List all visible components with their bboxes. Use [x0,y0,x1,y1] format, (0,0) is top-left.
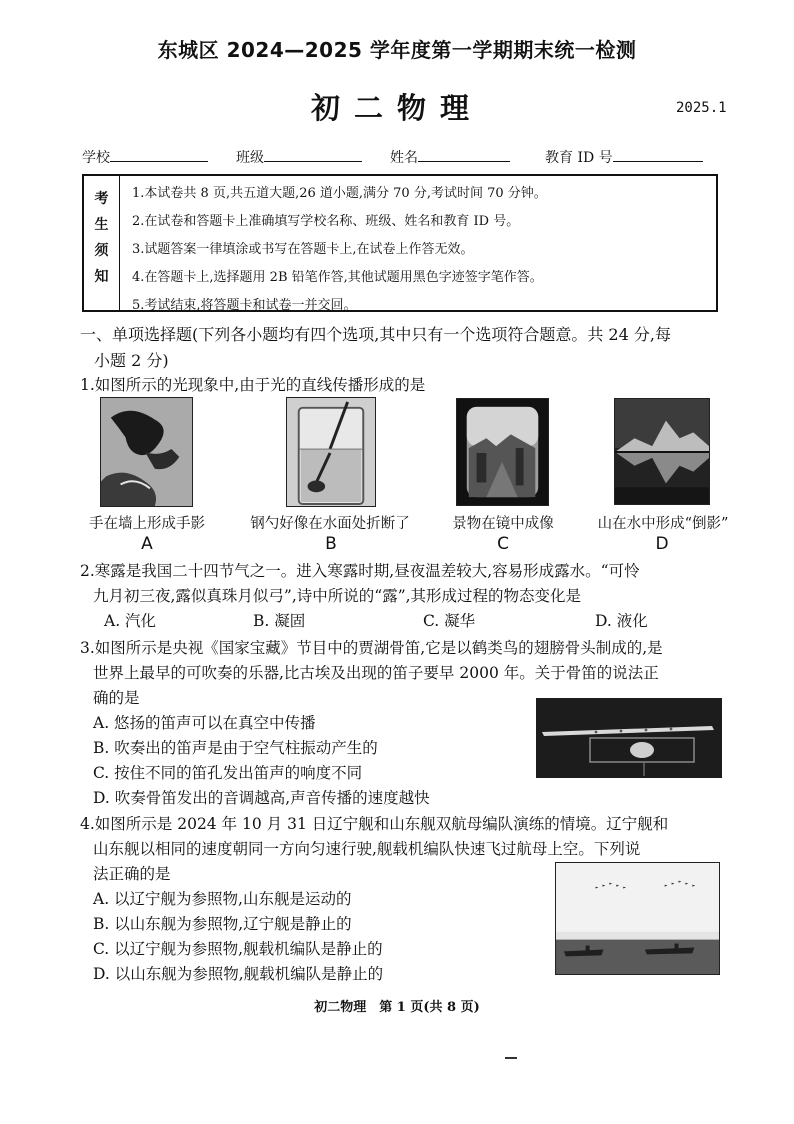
spoon-in-water-photo [286,397,376,507]
q4-option-d: D. 以山东舰为参照物,舰载机编队是静止的 [93,965,384,983]
q2-option-c: C. 凝华 [423,612,476,630]
notice-label-char: 生 [94,217,109,233]
carrier-formation-photo [555,862,720,975]
q4-option-a: A. 以辽宁舰为参照物,山东舰是运动的 [93,890,352,908]
q4-stem-line: 山东舰以相同的速度朝同一方向匀速行驶,舰载机编队快速飞过航母上空。下列说 [93,840,641,858]
notice-items [132,180,712,320]
notice-label-char: 须 [94,243,109,259]
q4-option-c: C. 以辽宁舰为参照物,舰载机编队是静止的 [93,940,383,958]
q3-stem-line: 世界上最早的可吹奏的乐器,比古埃及出现的笛子要早 2000 年。关于骨笛的说法正 [93,664,659,682]
notice-item: 3.试题答案一律填涂或书写在答题卡上,在试卷上作答无效。 [132,242,474,257]
name-blank [418,147,510,162]
q4-stem-line: 4.如图所示是 2024 年 10 月 31 日辽宁舰和山东舰双航母编队演练的情境。辽宁舰和 [80,815,669,833]
section-heading [80,322,720,374]
q1-caption-c: 景物在镜中成像 [452,516,554,532]
q1-letter-d: D [655,534,669,554]
q3-option-c: C. 按住不同的笛孔发出笛声的响度不同 [93,764,363,782]
edu-id-label: 教育 ID 号 [545,150,613,166]
q3-stem-line: 确的是 [93,689,140,707]
edu-id-blank [613,147,703,162]
hand-shadow-photo [100,397,193,507]
q3-option-d: D. 吹奏骨笛发出的音调越高,声音传播的速度越快 [93,789,430,807]
q4-option-b: B. 以山东舰为参照物,辽宁舰是静止的 [93,915,352,933]
q3-option-b: B. 吹奏出的笛声是由于空气柱振动产生的 [93,739,378,757]
q1-stem: 1.如图所示的光现象中,由于光的直线传播形成的是 [80,376,426,394]
q4-stem-line: 法正确的是 [93,865,171,883]
section-heading-line: 一、单项选择题(下列各小题均有四个选项,其中只有一个选项符合题意。共 24 分,每 [80,325,671,344]
school-field [82,147,208,167]
exam-title: 东城区 2024—2025 学年度第一学期期末统一检测 [157,38,637,62]
class-field [236,147,362,167]
q2-stem-line: 2.寒露是我国二十四节气之一。进入寒露时期,昼夜温差较大,容易形成露水。“可怜 [80,562,640,580]
q3-stem-line: 3.如图所示是央视《国家宝藏》节目中的贾湖骨笛,它是以鹤类鸟的翅膀骨头制成的,是 [80,639,663,657]
mountain-reflection-photo [614,398,710,505]
class-blank [264,147,362,162]
q3-option-a: A. 悠扬的笛声可以在真空中传播 [93,714,316,732]
q1-caption-a: 手在墙上形成手影 [89,516,205,532]
school-blank [110,147,208,162]
q1-letter-a: A [141,534,153,554]
page-footer: 初二物理 第 1 页(共 8 页) [314,1000,480,1015]
name-field [390,147,510,167]
class-label: 班级 [236,150,264,166]
mirror-image-photo [456,398,549,506]
notice-label-char: 考 [94,191,109,207]
q1-caption-b: 钢勺好像在水面处折断了 [250,516,410,532]
notice-item: 2.在试卷和答题卡上准确填写学校名称、班级、姓名和教育 ID 号。 [132,214,520,229]
q2-stem-line: 九月初三夜,露似真珠月似弓”,诗中所说的“露”,其形成过程的物态变化是 [93,587,582,605]
q1-caption-d: 山在水中形成“倒影” [597,516,729,532]
bone-flute-photo [536,698,722,778]
q2-option-a: A. 汽化 [104,612,157,630]
q2-option-b: B. 凝固 [253,612,306,630]
notice-label-char: 知 [94,269,109,285]
notice-item: 5.考试结束,将答题卡和试卷一并交回。 [132,298,357,313]
school-label: 学校 [82,150,110,166]
q2-option-d: D. 液化 [595,612,648,630]
q1-letter-b: B [325,534,337,554]
notice-item: 1.本试卷共 8 页,共五道大题,26 道小题,满分 70 分,考试时间 70 分钟。 [132,186,547,201]
section-heading-line: 小题 2 分) [94,351,169,370]
edu-id-field [545,147,703,167]
page-mark [505,1057,517,1059]
student-info-row [82,147,712,171]
notice-label [84,176,120,310]
exam-notice-box [82,174,718,312]
q1-letter-c: C [497,534,509,554]
name-label: 姓名 [390,150,418,166]
exam-date: 2025.1 [676,100,727,116]
subject-title: 初二物理 [310,91,483,125]
notice-item: 4.在答题卡上,选择题用 2B 铅笔作答,其他试题用黑色字迹签字笔作答。 [132,270,543,285]
